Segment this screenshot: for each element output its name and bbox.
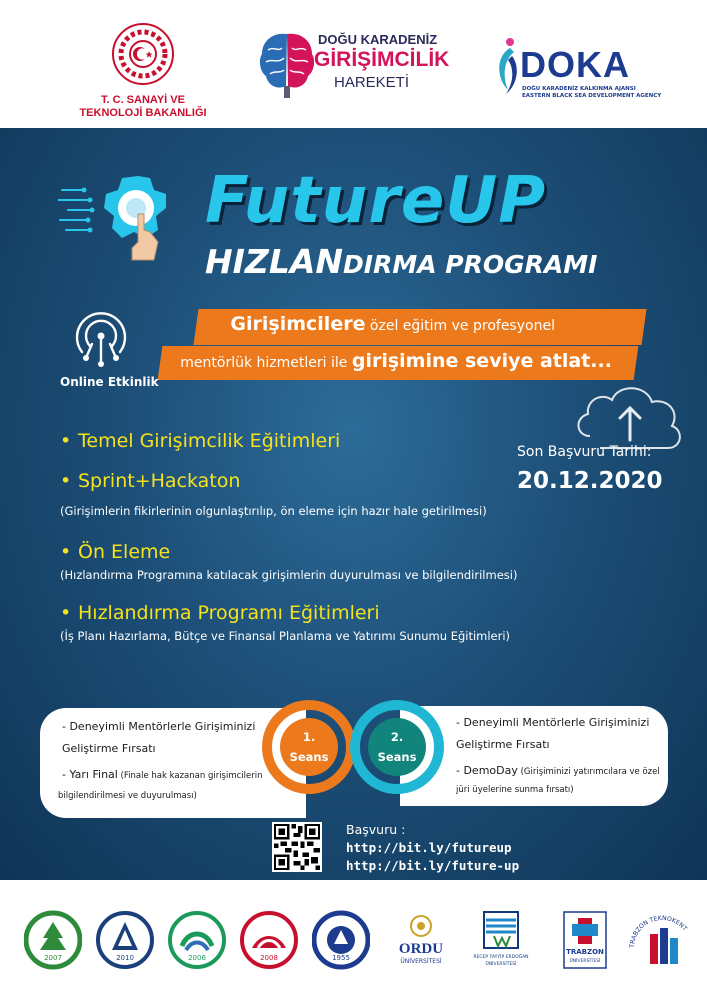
apply-link-1[interactable]: http://bit.ly/futureup: [346, 840, 512, 855]
ministry-label-line2: TEKNOLOJİ BAKANLIĞI: [79, 107, 207, 119]
session-1-line3: [62, 768, 263, 781]
gumushane-year: 2008: [260, 954, 278, 962]
session-1-semifinal-note: (Finale hak kazanan girişimcilerin: [117, 771, 263, 781]
ministry-seal-icon: [111, 22, 175, 86]
program-subtitle-bold: HIZLAN: [205, 242, 344, 281]
program-item-1: [60, 430, 340, 452]
session-2-demoday-note: (Girişiminizi yatırımcılara ve özel: [517, 767, 660, 777]
program-item-4: [60, 602, 380, 624]
ktu-year: 1955: [332, 954, 350, 962]
avrasya-university-logo: [96, 908, 154, 972]
bullet: •: [60, 602, 72, 624]
online-event-icon: [70, 306, 132, 368]
ministry-label-line1: T. C. SANAYİ VE: [101, 94, 185, 106]
program-subtitle: [205, 242, 597, 281]
session-2-label: Seans: [377, 750, 417, 764]
item-2-note: (Girişimlerin fikirlerinin olgunlaştırılıp, ön eleme için hazır hale getirilmesi): [60, 504, 487, 518]
tagline-banner-1: [193, 309, 646, 345]
doka-figure-icon: [492, 34, 522, 98]
tagline-1-rest: özel eğitim ve profesyonel: [365, 318, 555, 334]
program-poster: [0, 128, 707, 880]
bullet: •: [60, 541, 72, 563]
header: [0, 0, 707, 128]
ordu-subtitle: ÜNİVERSİTESİ: [400, 958, 442, 965]
brain-icon: [256, 28, 318, 102]
gear-touch-icon: [58, 168, 188, 268]
rte-subtitle: ÜNİVERSİTESİ: [485, 962, 517, 967]
doka-subtitle-tr: DOĞU KARADENİZ KALKINMA AJANSI: [522, 86, 636, 92]
ordu-name: ORDU: [398, 941, 444, 957]
ministry-logo: [68, 22, 218, 120]
apply-link-2[interactable]: http://bit.ly/future-up: [346, 858, 520, 873]
teknokent-name: TRABZON TEKNOKENT: [628, 914, 689, 949]
session-1-label: Seans: [289, 750, 329, 764]
session-2-line1: - Deneyimli Mentörlerle Girişiminizi: [456, 716, 650, 729]
item-title: Temel Girişimcilik Eğitimleri: [78, 430, 341, 452]
qr-code-icon[interactable]: [272, 822, 322, 872]
tagline-2-rest: mentörlük hizmetleri ile: [180, 355, 352, 371]
item-title: Sprint+Hackaton: [78, 470, 241, 492]
session-1-semifinal-note-2: bilgilendirilmesi ve duyurulması): [58, 791, 197, 801]
doka-logo: [492, 34, 662, 100]
session-2-number: 2.: [390, 730, 404, 744]
doka-subtitle-en: EASTERN BLACK SEA DEVELOPMENT AGENCY: [522, 93, 662, 99]
program-item-3: [60, 541, 170, 563]
tagline-2-bold: girişimine seviye atlat...: [351, 350, 612, 372]
avrasya-year: 2010: [116, 954, 134, 962]
item-title: Hızlandırma Programı Eğitimleri: [78, 602, 380, 624]
session-1-semifinal: - Yarı Final: [62, 768, 118, 781]
university-logos: [0, 880, 707, 1000]
program-item-2: [60, 470, 240, 492]
movement-line3: HAREKETİ: [334, 74, 410, 91]
trabzon-teknokent-logo: [628, 908, 696, 972]
deadline-label: Son Başvuru Tarihi:: [517, 444, 652, 460]
session-1-line4: [58, 788, 197, 801]
trabzon-subtitle: ÜNİVERSİTESİ: [569, 959, 601, 964]
item-4-note: (İş Planı Hazırlama, Bütçe ve Finansal Planlama ve Yatırımı Sunumu Eğitimleri): [60, 629, 511, 643]
online-event-label: Online Etkinlik: [60, 375, 159, 389]
bullet: •: [60, 430, 72, 452]
gumushane-university-logo: [240, 908, 298, 972]
session-1-number: 1.: [302, 730, 316, 744]
tagline-1-bold: Girişimcilere: [230, 313, 366, 335]
program-title: FutureUP: [205, 164, 547, 238]
item-3-note: (Hızlandırma Programına katılacak girişimlerin duyurulması ve bilgilendirilmesi): [60, 568, 518, 582]
trabzon-name: TRABZON: [566, 948, 604, 956]
item-title: Ön Eleme: [78, 541, 171, 563]
session-2-line4: [456, 782, 574, 795]
rte-name: RECEP TAYYİP ERDOĞAN: [473, 955, 529, 960]
ordu-university-logo: [392, 908, 450, 972]
doka-wordmark: DOKA: [520, 44, 630, 85]
apply-label: Başvuru :: [346, 822, 406, 837]
program-subtitle-rest: DIRMA PROGRAMI: [343, 250, 598, 279]
session-1-badge: [280, 718, 338, 776]
giresun-year: 2006: [188, 954, 206, 962]
movement-line1: DOĞU KARADENİZ: [318, 32, 438, 47]
session-2-line3: [456, 764, 660, 777]
session-2-demoday-note-2: jüri üyelerine sunma fırsatı): [456, 785, 574, 795]
trabzon-university-logo: [556, 908, 614, 972]
movement-line2: GİRİŞİMCİLİK: [314, 48, 450, 71]
giresun-university-logo: [168, 908, 226, 972]
ktu-logo: [312, 908, 370, 972]
artvin-year: 2007: [44, 954, 62, 962]
deadline-date: 20.12.2020: [517, 468, 663, 494]
entrepreneurship-movement-logo: [256, 26, 461, 106]
session-1-line2: Geliştirme Fırsatı: [62, 742, 156, 755]
tagline-banner-2: [158, 346, 639, 380]
session-2-demoday: - DemoDay: [456, 764, 518, 777]
rte-university-logo: [472, 908, 530, 972]
session-2-line2: Geliştirme Fırsatı: [456, 738, 550, 751]
bullet: •: [60, 470, 72, 492]
artvin-coruh-university-logo: [24, 908, 82, 972]
session-1-line1: - Deneyimli Mentörlerle Girişiminizi: [62, 720, 256, 733]
session-2-badge: [368, 718, 426, 776]
svg-text:TRABZON TEKNOKENT: [629, 915, 688, 949]
